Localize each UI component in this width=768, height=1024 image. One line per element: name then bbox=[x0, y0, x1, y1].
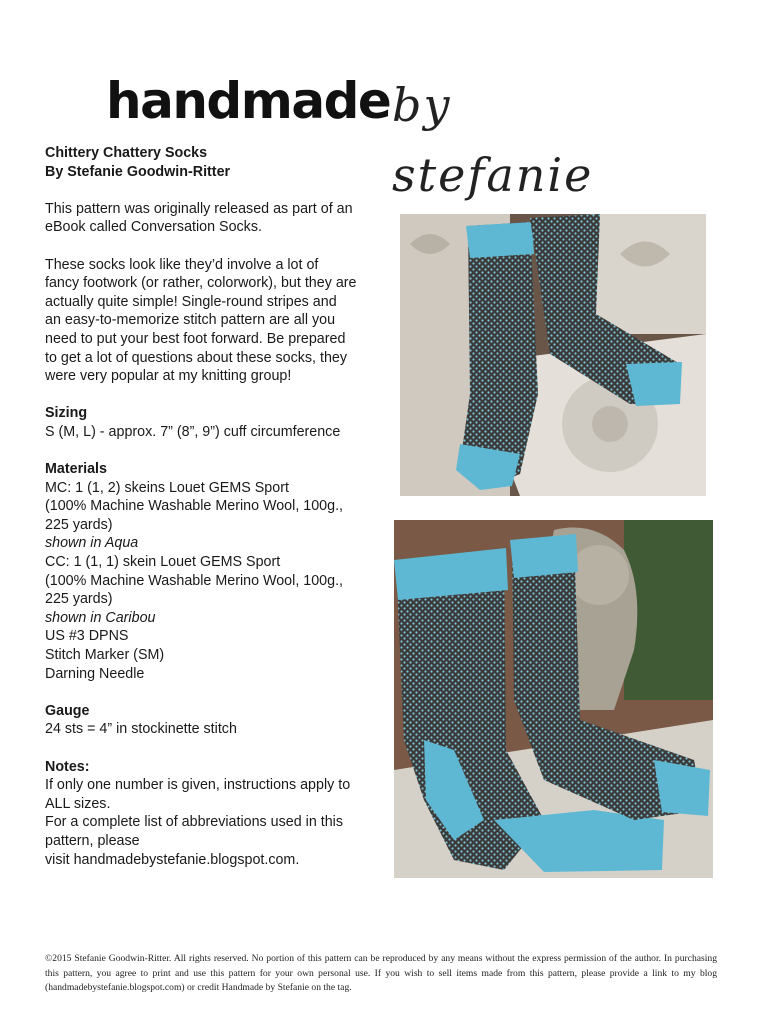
description-line: were very popular at my knitting group! bbox=[45, 368, 292, 385]
materials-line: 225 yards) bbox=[45, 591, 113, 608]
description-line: actually quite simple! Single-round stripes and bbox=[45, 293, 337, 310]
materials-line: MC: 1 (1, 2) skeins Louet GEMS Sport bbox=[45, 479, 289, 496]
materials-line: (100% Machine Washable Merino Wool, 100g., bbox=[45, 572, 344, 589]
notes-line: visit handmadebystefanie.blogspot.com. bbox=[45, 851, 300, 868]
sock-photo-bottom bbox=[394, 520, 713, 878]
sock-photo-top bbox=[400, 214, 706, 496]
materials-shown: shown in Aqua bbox=[45, 535, 139, 552]
notes-line: ALL sizes. bbox=[45, 795, 111, 812]
materials-line: Stitch Marker (SM) bbox=[45, 647, 165, 664]
materials-line: CC: 1 (1, 1) skein Louet GEMS Sport bbox=[45, 554, 281, 571]
pattern-title: Chittery Chattery Socks bbox=[45, 145, 208, 161]
materials-line: (100% Machine Washable Merino Wool, 100g., bbox=[45, 498, 344, 515]
sock-photo-bottom-illustration bbox=[394, 520, 713, 878]
materials-line: Darning Needle bbox=[45, 665, 145, 682]
sock-photo-top-illustration bbox=[400, 214, 706, 496]
notes-line: If only one number is given, instructions apply to bbox=[45, 777, 351, 794]
description-line: need to put your best foot forward. Be prepared bbox=[45, 330, 346, 347]
notes-line: pattern, please bbox=[45, 832, 140, 849]
description-line: to get a lot of questions about these socks, they bbox=[45, 349, 348, 366]
materials-line: 225 yards) bbox=[45, 516, 113, 533]
logo-by-stefanie: by stefanie bbox=[392, 78, 594, 202]
intro-line: This pattern was originally released as part of an bbox=[45, 200, 353, 217]
gauge-heading: Gauge bbox=[45, 702, 90, 719]
description-line: fancy footwork (or rather, colorwork), but they are bbox=[45, 275, 357, 292]
description-line: an easy-to-memorize stitch pattern are all you bbox=[45, 312, 336, 329]
gauge-text: 24 sts = 4” in stockinette stitch bbox=[45, 721, 237, 738]
sizing-text: S (M, L) - approx. 7” (8”, 9”) cuff circumference bbox=[45, 423, 341, 440]
sizing-heading: Sizing bbox=[45, 405, 88, 422]
materials-shown: shown in Caribou bbox=[45, 609, 156, 626]
materials-line: US #3 DPNS bbox=[45, 628, 129, 645]
pattern-text bbox=[45, 144, 390, 869]
pattern-author: By Stefanie Goodwin-Ritter bbox=[45, 163, 231, 180]
description-line: These socks look like they’d involve a lot of bbox=[45, 256, 319, 273]
notes-line: For a complete list of abbreviations used in this bbox=[45, 814, 344, 831]
logo-handmade: handmade bbox=[106, 72, 391, 130]
notes-heading: Notes: bbox=[45, 758, 90, 775]
copyright-notice: ©2015 Stefanie Goodwin-Ritter. All rights reserved. No portion of this pattern can be reproduced by any means without the express permission of the author. In purchasing this pattern, you agree to print and use this pattern for your own personal use. If you wish to sell items made from this pattern, please provide a link to my blog (handmadebystefanie.blogspot.com) or credit Handmade by Stefanie on the tag. bbox=[45, 953, 717, 993]
materials-heading: Materials bbox=[45, 461, 107, 478]
intro-line: eBook called Conversation Socks. bbox=[45, 219, 262, 236]
